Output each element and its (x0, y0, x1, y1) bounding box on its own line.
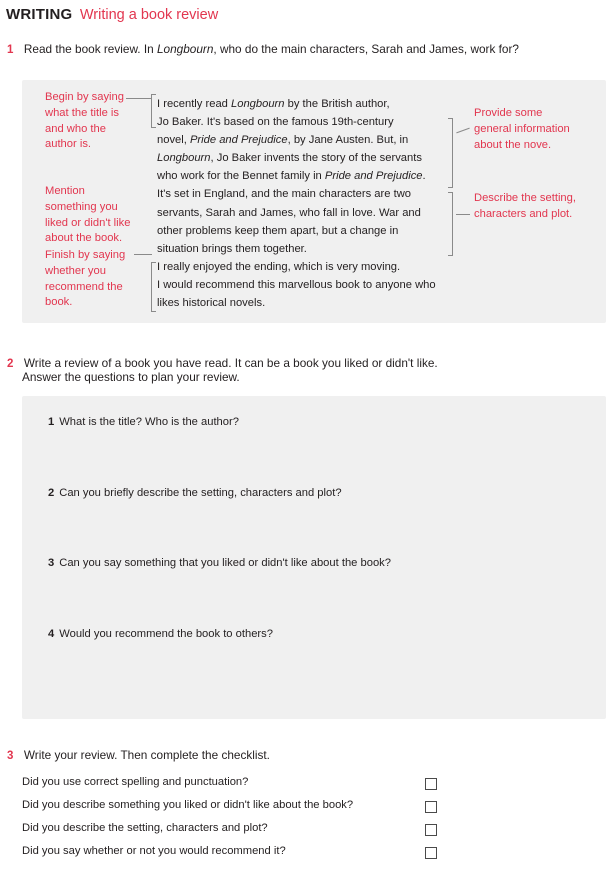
review-line (157, 167, 457, 185)
review-text-segment: novel, (157, 134, 190, 147)
exercise-number: 2 (7, 358, 14, 370)
instruction-text-italic: Longbourn (156, 42, 214, 56)
instruction-line-1: Write a review of a book you have read. It can be a book you liked or didn't like. (23, 356, 438, 370)
review-text-segment: I would recommend this marvellous book to anyone who (157, 278, 436, 291)
question-text: Can you say something that you liked or didn't like about the book? (59, 557, 391, 569)
review-text-segment: I really enjoyed the ending, which is very moving. (157, 260, 401, 273)
review-text-segment: I recently read (157, 98, 231, 110)
review-line (157, 240, 457, 258)
review-line (157, 113, 457, 131)
review-text-segment: who work for the Bennet family in (157, 170, 325, 183)
review-line (157, 149, 457, 167)
plan-question-4 (48, 628, 273, 640)
checklist-item-1: Did you use correct spelling and punctuation? (22, 776, 249, 788)
review-line (157, 294, 457, 312)
question-text: Can you briefly describe the setting, characters and plot? (59, 487, 342, 499)
question-number: 1 (48, 416, 55, 428)
review-italic-title: Longbourn (157, 152, 211, 165)
question-text: Would you recommend the book to others? (59, 628, 273, 640)
review-text-segment: situation brings them together. (157, 242, 307, 255)
note-left-2: Mention something you liked or didn't like about the book. (45, 185, 131, 245)
review-text-segment: by the British author, (284, 98, 390, 110)
exercise-3-instruction (7, 746, 270, 764)
instruction-text-post: , who do the main characters, Sarah and James, work for? (213, 42, 519, 56)
review-text (157, 95, 457, 312)
plan-question-2 (48, 487, 342, 499)
question-text: What is the title? Who is the author? (59, 416, 239, 428)
connector-line (456, 214, 470, 215)
bracket-conclusion (151, 262, 156, 312)
review-text-segment: Jo Baker. It's based on the famous 19th-century (157, 116, 394, 129)
exercise-number: 1 (7, 44, 14, 56)
bracket-intro (151, 94, 156, 128)
review-italic-title: Pride and Prejudice (324, 170, 423, 183)
review-line (157, 276, 457, 294)
note-left-3: Finish by saying whether you recommend the book. (45, 249, 126, 309)
exercise-number: 3 (7, 750, 14, 762)
plan-question-3 (48, 557, 391, 569)
checklist-checkbox-4[interactable] (425, 847, 437, 859)
section-title: Writing a book review (79, 7, 219, 23)
review-text-segment: other problems keep them apart, but a change in (157, 224, 399, 237)
review-text-segment: servants, Sarah and James, who fall in love. War and (157, 206, 421, 219)
exercise-1-instruction (7, 40, 519, 58)
instruction-text-pre: Read the book review. In (23, 42, 157, 56)
review-text-segment: It's set in England, and the main characters are two (157, 188, 411, 201)
review-text-segment: likes historical novels. (157, 297, 266, 310)
review-line (157, 222, 457, 240)
question-number: 2 (48, 487, 55, 499)
review-text-segment: , by Jane Austen. But, in (287, 134, 409, 147)
review-text-segment: . (422, 170, 426, 183)
review-text-segment: , Jo Baker invents the story of the servants (210, 152, 422, 165)
review-line (157, 258, 457, 276)
checklist-item-3: Did you describe the setting, characters and plot? (22, 822, 268, 834)
review-line (157, 185, 457, 203)
review-line (157, 95, 457, 113)
connector-line (134, 254, 152, 255)
review-italic-title: Pride and Prejudice (189, 134, 288, 147)
note-right-1: Provide some general information about the nove. (474, 107, 570, 151)
checklist-checkbox-3[interactable] (425, 824, 437, 836)
plan-question-1 (48, 416, 239, 428)
instruction-text: Write your review. Then complete the checklist. (23, 748, 270, 762)
review-line (157, 204, 457, 222)
review-line (157, 131, 457, 149)
section-label: WRITING (6, 6, 73, 23)
note-right-2: Describe the setting, characters and plot. (474, 192, 576, 220)
question-number: 3 (48, 557, 55, 569)
note-left-1: Begin by saying what the title is and who the author is. (45, 91, 124, 151)
page-heading (6, 6, 218, 24)
checklist-item-2: Did you describe something you liked or didn't like about the book? (22, 799, 354, 811)
checklist-item-4: Did you say whether or not you would recommend it? (22, 845, 286, 857)
instruction-line-2: Answer the questions to plan your review. (22, 370, 240, 384)
connector-line (126, 98, 152, 99)
checklist-checkbox-1[interactable] (425, 778, 437, 790)
question-number: 4 (48, 628, 55, 640)
checklist-checkbox-2[interactable] (425, 801, 437, 813)
review-italic-title: Longbourn (231, 98, 285, 110)
